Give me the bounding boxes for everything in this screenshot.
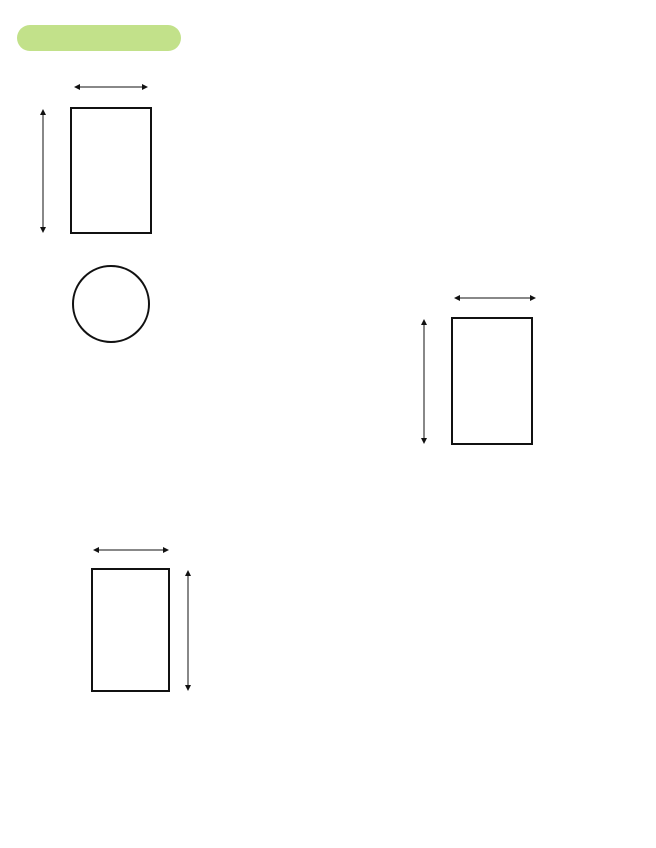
cylinder-elevation-rect bbox=[71, 108, 151, 233]
cylinder-elevation-rect bbox=[92, 569, 169, 691]
figure-2-elevation bbox=[424, 298, 535, 444]
cylinder-elevation-rect bbox=[452, 318, 532, 444]
figure-1-plan-circle bbox=[73, 266, 149, 342]
figure-1-elevation bbox=[43, 87, 151, 233]
figure-3-elevation bbox=[92, 550, 188, 691]
